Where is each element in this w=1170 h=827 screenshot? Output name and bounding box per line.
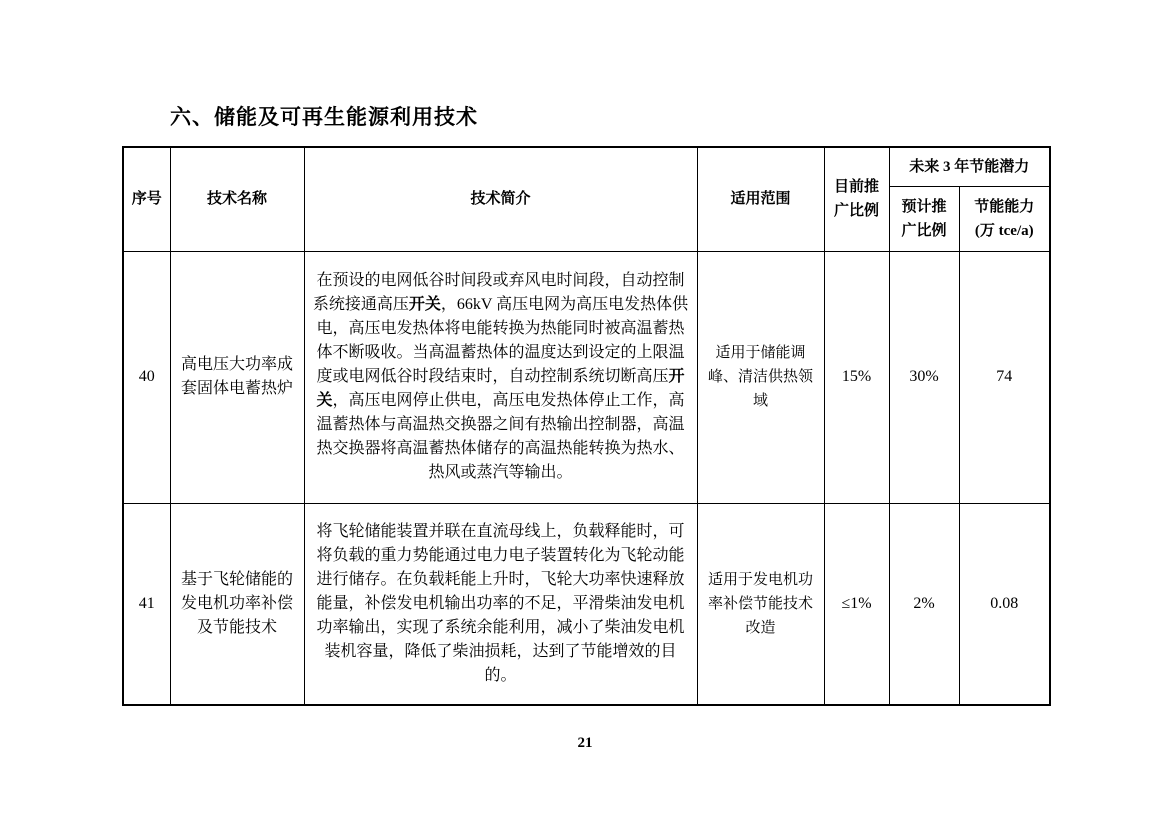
header-scope: 适用范围 xyxy=(697,147,824,251)
cell-current-ratio: ≤1% xyxy=(824,503,889,705)
table-row xyxy=(123,251,1050,503)
cell-current-ratio: 15% xyxy=(824,251,889,503)
header-saving-capacity xyxy=(959,186,1050,251)
header-row-1 xyxy=(123,147,1050,186)
intro-text: 将飞轮储能装置并联在直流母线上，负载释能时，可将负载的重力势能通过电力电子装置转化为飞轮动能进行储存。在负载耗能上升时，飞轮大功率快速释放能量，补偿发电机输出功率的不足，平滑柴油发电机功率输出，实现了系统余能利用，减小了柴油发电机装机容量，降低了柴油损耗，达到了节能增效的目的。 xyxy=(316,522,685,684)
cell-seq: 40 xyxy=(123,251,170,503)
header-saving-capacity-line2: (万 tce/a) xyxy=(974,222,1034,239)
header-expected-ratio: 预计推广比例 xyxy=(889,186,959,251)
table-body xyxy=(123,251,1050,705)
intro-text: 在预设的电网低谷时间段或弃风电时间段，自动控制系统接通高压 xyxy=(312,272,685,313)
intro-text: ，高压电网停止供电，高压电发热体停止工作，高温蓄热体与高温热交换器之间有热输出控制器，高温热交换器将高温蓄热体储存的高温热能转换为热水、热风或蒸汽等输出。 xyxy=(316,392,685,481)
cell-tech-name: 基于飞轮储能的发电机功率补偿及节能技术 xyxy=(170,503,304,705)
header-tech-name: 技术名称 xyxy=(170,147,304,251)
header-future-potential-group: 未来 3 年节能潜力 xyxy=(889,147,1050,186)
table-row xyxy=(123,503,1050,705)
cell-expected-ratio: 2% xyxy=(889,503,959,705)
cell-saving-capacity: 74 xyxy=(959,251,1050,503)
header-tech-intro: 技术简介 xyxy=(304,147,697,251)
section-title: 六、储能及可再生能源利用技术 xyxy=(170,106,478,129)
header-seq: 序号 xyxy=(123,147,170,251)
cell-seq: 41 xyxy=(123,503,170,705)
cell-tech-intro xyxy=(304,251,697,503)
cell-saving-capacity: 0.08 xyxy=(959,503,1050,705)
intro-text: ，66kV 高压电网为高压电发热体供电，高压电发热体将电能转换为热能同时被高温蓄热体不断吸收。当高温蓄热体的温度达到设定的上限温度或电网低谷时段结束时，自动控制系统切断高压 xyxy=(316,296,689,385)
cell-expected-ratio: 30% xyxy=(889,251,959,503)
cell-scope: 适用于储能调峰、清洁供热领域 xyxy=(697,251,824,503)
cell-tech-name: 高电压大功率成套固体电蓄热炉 xyxy=(170,251,304,503)
cell-tech-intro xyxy=(304,503,697,705)
page-number: 21 xyxy=(577,735,593,751)
intro-text-bold: 开关 xyxy=(316,368,685,409)
intro-text-bold: 开关 xyxy=(408,296,441,313)
header-current-ratio: 目前推广比例 xyxy=(824,147,889,251)
table-header xyxy=(123,147,1050,251)
cell-scope: 适用于发电机功率补偿节能技术改造 xyxy=(697,503,824,705)
technology-table xyxy=(122,146,1051,706)
header-saving-capacity-line1: 节能能力 xyxy=(974,198,1035,215)
